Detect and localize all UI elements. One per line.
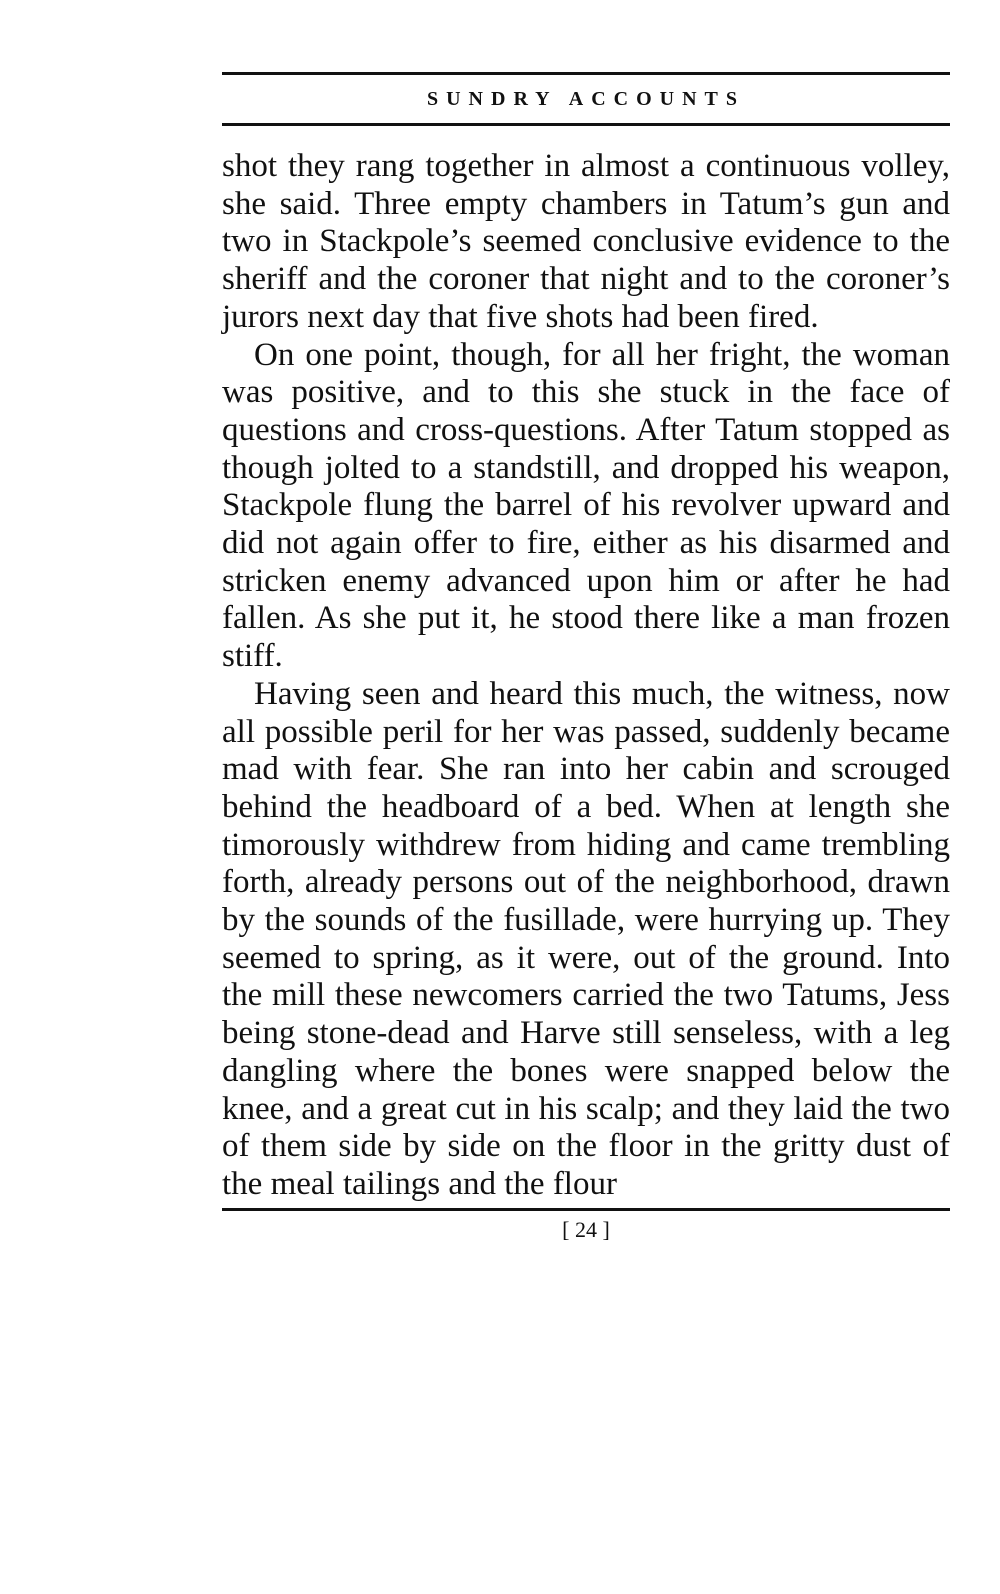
paragraph: Having seen and heard this much, the witness, now all possible peril for her was passed, suddenly became mad with fear. She ran into her cabin and scrouged behind the headboard of a bed. When at length she timorously withdrew from hiding and came trembling forth, already persons out of the neighborhood, drawn by the sounds of the fusillade, were hurrying up. They seemed to spring, as it were, out of the ground. Into the mill these newcomers carried the two Tatums, Jess being stone-dead and Harve still senseless, with a leg dangling where the bones were snapped below the knee, and a great cut in his scalp; and they laid the two of them side by side on the floor in the gritty dust of the meal tailings and the flour [222,675,950,1202]
book-page [222,72,950,1243]
paragraph: On one point, though, for all her fright, the woman was positive, and to this she stuck in the face of questions and cross-questions. After Tatum stopped as though jolted to a standstill, and dropped his weapon, Stackpole flung the barrel of his revolver upward and did not again offer to fire, either as his disarmed and stricken enemy advanced upon him or after he had fallen. As she put it, he stood there like a man frozen stiff. [222,336,950,675]
header-top-rule [222,72,950,75]
page-number: [ 24 ] [562,1216,610,1242]
paragraph-continued: shot they rang together in almost a continuous volley, she said. Three empty chambers in Tatum’s gun and two in Stackpole’s seemed conclusive evidence to the sheriff and the coroner that night and to the coroner’s jurors next day that five shots had been fired. [222,148,950,335]
body-text [222,148,950,1204]
header-bottom-rule [222,123,950,126]
running-head: SUNDRY ACCOUNTS [426,88,746,110]
footer-rule [222,1208,950,1211]
